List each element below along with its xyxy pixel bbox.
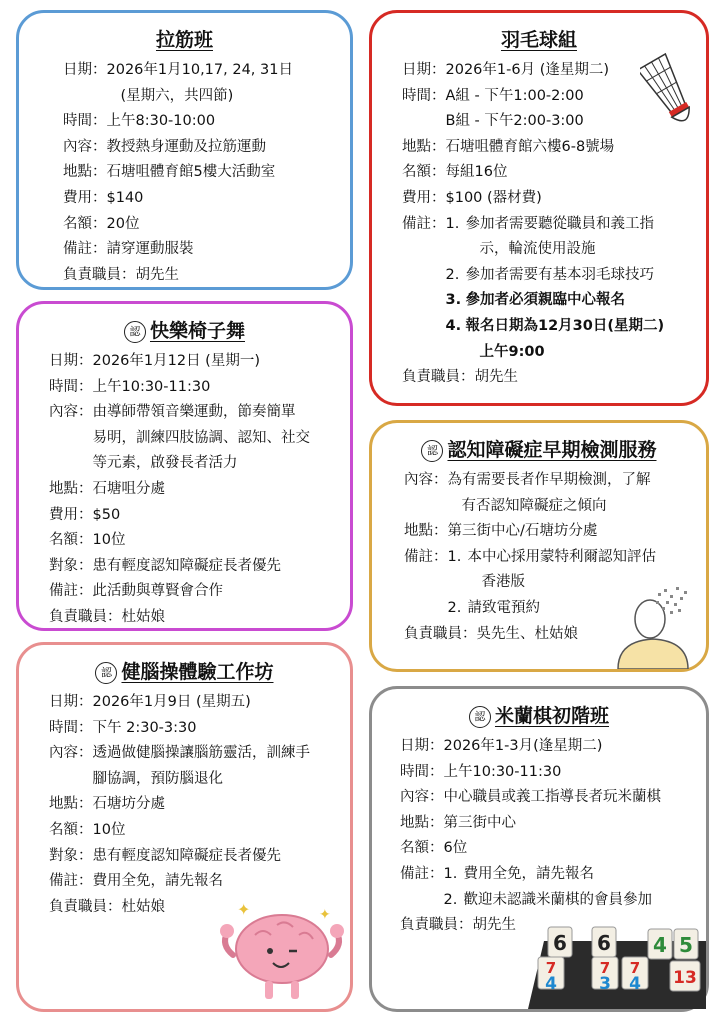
svg-text:6: 6 <box>553 931 567 955</box>
svg-text:7: 7 <box>629 959 641 977</box>
brain-time: 下午 2:30-3:30 <box>92 719 197 736</box>
brain-place-label: 地點： <box>49 796 93 813</box>
svg-text:3: 3 <box>599 974 611 994</box>
badminton-note-2: 2. 參加者需要有基本羽毛球技巧 <box>445 266 654 283</box>
brain-time-label: 時間： <box>49 719 93 736</box>
svg-text:✦: ✦ <box>319 907 331 923</box>
badminton-note-4: 4. 報名日期為12月30日(星期二) 上午9:00 <box>445 317 665 360</box>
badminton-title: 羽毛球組 <box>500 29 577 51</box>
screen-remark-label: 備註： <box>404 548 448 565</box>
chair-quota-label: 名額： <box>49 532 93 549</box>
svg-text:7: 7 <box>599 959 611 977</box>
brain-remark: 費用全免，請先報名 <box>92 873 223 890</box>
screen-title: 認 認知障礙症早期檢測服務 <box>384 435 694 462</box>
stretch-date-note: (星期六，共四節) <box>120 87 234 104</box>
screen-content-label: 內容： <box>404 472 448 488</box>
brain-date-label: 日期： <box>49 694 93 710</box>
elderly-person-icon <box>608 583 698 669</box>
stretch-date-row <box>63 58 338 109</box>
brain-title: 認 健腦操體驗工作坊 <box>31 657 338 684</box>
rummy-note-1: 1. 費用全免，請先報名 <box>443 865 594 882</box>
stretch-staff-label: 負責職員： <box>63 266 136 283</box>
screen-place-label: 地點： <box>404 523 448 540</box>
chair-staff-label: 負責職員： <box>49 608 122 625</box>
chair-date: 2026年1月12日 (星期一) <box>92 353 260 369</box>
shuttlecock-icon <box>640 49 700 139</box>
stretch-time: 上午8:30-10:00 <box>106 113 216 130</box>
rummy-date-label: 日期： <box>400 738 444 754</box>
badminton-fee-label: 費用： <box>402 189 446 206</box>
cognitive-badge-icon: 認 <box>95 662 117 684</box>
chair-place: 石塘咀分處 <box>92 480 165 497</box>
brain-content-label: 內容： <box>49 745 93 762</box>
rummy-title: 認 米蘭棋初階班 <box>384 701 694 728</box>
brain-quota: 10位 <box>92 821 126 838</box>
rummy-quota-label: 名額： <box>400 840 444 857</box>
rummy-place-label: 地點： <box>400 814 444 831</box>
rummy-staff: 胡先生 <box>472 917 516 934</box>
rummy-time: 上午10:30-11:30 <box>443 763 562 780</box>
badminton-time-label: 時間： <box>402 87 446 104</box>
rummy-content-label: 內容： <box>400 789 444 806</box>
badminton-time-b: B組 - 下午2:00-3:00 <box>445 113 584 130</box>
rummy-staff-label: 負責職員： <box>400 917 473 934</box>
card-chair-dance: 認 快樂椅子舞 日期： 2026年1月12日 (星期一) 時間： 上午10:30-11:30 內容： 由導師帶領音樂運動，節奏簡單 易明，訓練四肢協調、認知、社交 等元素，啟發長者活力 地點： 石塘咀分處 費用： $50 名額： 10位 對象： 患有輕度認知障礙症長者優先 備註： 此活動與尊賢會合作 負責職員： 杜姑娘 <box>16 301 353 631</box>
stretch-time-label: 時間： <box>63 113 107 130</box>
brain-target-label: 對象： <box>49 847 93 864</box>
stretch-date: 2026年1月10,17, 24, 31日 <box>106 62 293 78</box>
card-dementia-screening: 認 認知障礙症早期檢測服務 內容： 為有需要長者作早期檢測，了解 有否認知障礙症之傾向 地點： 第三街中心/石塘坊分處 備註： 1. 本中心採用蒙特利爾認知評估 香港版 2. 請致電預約 負責職員： 吳先生、杜姑娘 <box>369 420 709 672</box>
brain-date: 2026年1月9日 (星期五) <box>92 694 251 710</box>
chair-fee-label: 費用： <box>49 506 93 523</box>
chair-title: 認 快樂椅子舞 <box>31 316 338 343</box>
rummy-date: 2026年1-3月(逢星期二) <box>443 738 603 754</box>
stretch-date-label: 日期： <box>63 62 107 78</box>
chair-date-label: 日期： <box>49 353 93 369</box>
badminton-quota: 每組16位 <box>445 164 508 181</box>
stretch-remark: 請穿運動服裝 <box>106 241 194 258</box>
badminton-place: 石塘咀體育館六樓6-8號場 <box>445 138 615 155</box>
chair-quota: 10位 <box>92 532 126 549</box>
chair-remark-label: 備註： <box>49 583 93 600</box>
screen-place: 第三街中心/石塘坊分處 <box>447 523 598 540</box>
badminton-date-label: 日期： <box>402 62 446 78</box>
rummy-note-2: 2. 歡迎未認識米蘭棋的會員參加 <box>443 891 652 908</box>
badminton-time-a: A組 - 下午1:00-2:00 <box>445 87 584 104</box>
card-stretch-class <box>16 10 353 290</box>
cognitive-badge-icon: 認 <box>469 706 491 728</box>
chair-target-label: 對象： <box>49 557 93 574</box>
chair-content-label: 內容： <box>49 404 93 421</box>
stretch-staff: 胡先生 <box>135 266 179 283</box>
svg-text:5: 5 <box>679 933 693 957</box>
badminton-staff: 胡先生 <box>474 369 518 386</box>
badminton-note-1: 1. 參加者需要聽從職員和義工指 示，輪流使用設施 <box>445 215 654 258</box>
svg-text:4: 4 <box>629 974 641 994</box>
chair-fee: $50 <box>92 506 121 523</box>
stretch-quota-label: 名額： <box>63 215 107 232</box>
card-brain-workshop: 認 健腦操體驗工作坊 日期： 2026年1月9日 (星期五) 時間： 下午 2:30-3:30 內容： 透過做健腦操讓腦筋靈活，訓練手 腳協調，預防腦退化 地點： 石塘坊分處 名額： 10位 對象： 患有輕度認知障礙症長者優先 備註： 費用全免，請先報名 負責職員： 杜姑娘 ✦ ✦ <box>16 642 353 1012</box>
brain-staff-label: 負責職員： <box>49 898 122 915</box>
screen-staff-label: 負責職員： <box>404 625 477 642</box>
brain-remark-label: 備註： <box>49 873 93 890</box>
svg-text:4: 4 <box>545 974 557 994</box>
card-badminton-group <box>369 10 709 406</box>
svg-text:13: 13 <box>673 968 697 988</box>
rummikub-tiles-icon <box>522 913 706 1009</box>
brain-quota-label: 名額： <box>49 821 93 838</box>
badminton-fee: $100 (器材費) <box>445 189 542 206</box>
badminton-place-label: 地點： <box>402 138 446 155</box>
stretch-place-label: 地點： <box>63 164 107 181</box>
stretch-remark-label: 備註： <box>63 241 107 258</box>
svg-text:✦: ✦ <box>237 900 251 919</box>
badminton-date: 2026年1-6月 (逢星期二) <box>445 62 610 78</box>
stretch-fee-label: 費用： <box>63 189 107 206</box>
card-rummikub-class <box>369 686 709 1012</box>
rummy-content: 中心職員或義工指導長者玩米蘭棋 <box>443 789 661 806</box>
badminton-note-3: 3. 參加者必須親臨中心報名 <box>445 292 625 309</box>
rummy-time-label: 時間： <box>400 763 444 780</box>
chair-staff: 杜姑娘 <box>121 608 165 625</box>
stretch-content-label: 內容： <box>63 138 107 155</box>
brain-staff: 杜姑娘 <box>121 898 165 915</box>
badminton-staff-label: 負責職員： <box>402 369 475 386</box>
screen-note-1: 1. 本中心採用蒙特利爾認知評估 香港版 <box>447 548 656 591</box>
svg-text:4: 4 <box>653 933 667 957</box>
svg-text:7: 7 <box>545 959 557 977</box>
stretch-content: 教授熱身運動及拉筋運動 <box>106 138 266 155</box>
rummy-remark-label: 備註： <box>400 865 444 882</box>
badminton-remark-label: 備註： <box>402 215 446 232</box>
chair-time-label: 時間： <box>49 378 93 395</box>
brain-place: 石塘坊分處 <box>92 796 165 813</box>
cognitive-badge-icon: 認 <box>421 440 443 462</box>
stretch-quota: 20位 <box>106 215 140 232</box>
stretch-title: 拉筋班 <box>155 29 213 51</box>
cognitive-badge-icon: 認 <box>124 321 146 343</box>
rummy-quota: 6位 <box>443 840 468 857</box>
badminton-quota-label: 名額： <box>402 164 446 181</box>
chair-remark: 此活動與尊賢會合作 <box>92 583 223 600</box>
brain-mascot-icon <box>215 895 349 1007</box>
stretch-place: 石塘咀體育館5樓大活動室 <box>106 164 276 181</box>
screen-staff: 吳先生、杜姑娘 <box>476 625 578 642</box>
chair-time: 上午10:30-11:30 <box>92 378 211 395</box>
stretch-fee: $140 <box>106 189 144 206</box>
rummy-place: 第三街中心 <box>443 814 516 831</box>
svg-text:6: 6 <box>597 931 611 955</box>
screen-note-2: 2. 請致電預約 <box>447 599 540 616</box>
brain-target: 患有輕度認知障礙症長者優先 <box>92 847 281 864</box>
chair-place-label: 地點： <box>49 480 93 497</box>
chair-target: 患有輕度認知障礙症長者優先 <box>92 557 281 574</box>
